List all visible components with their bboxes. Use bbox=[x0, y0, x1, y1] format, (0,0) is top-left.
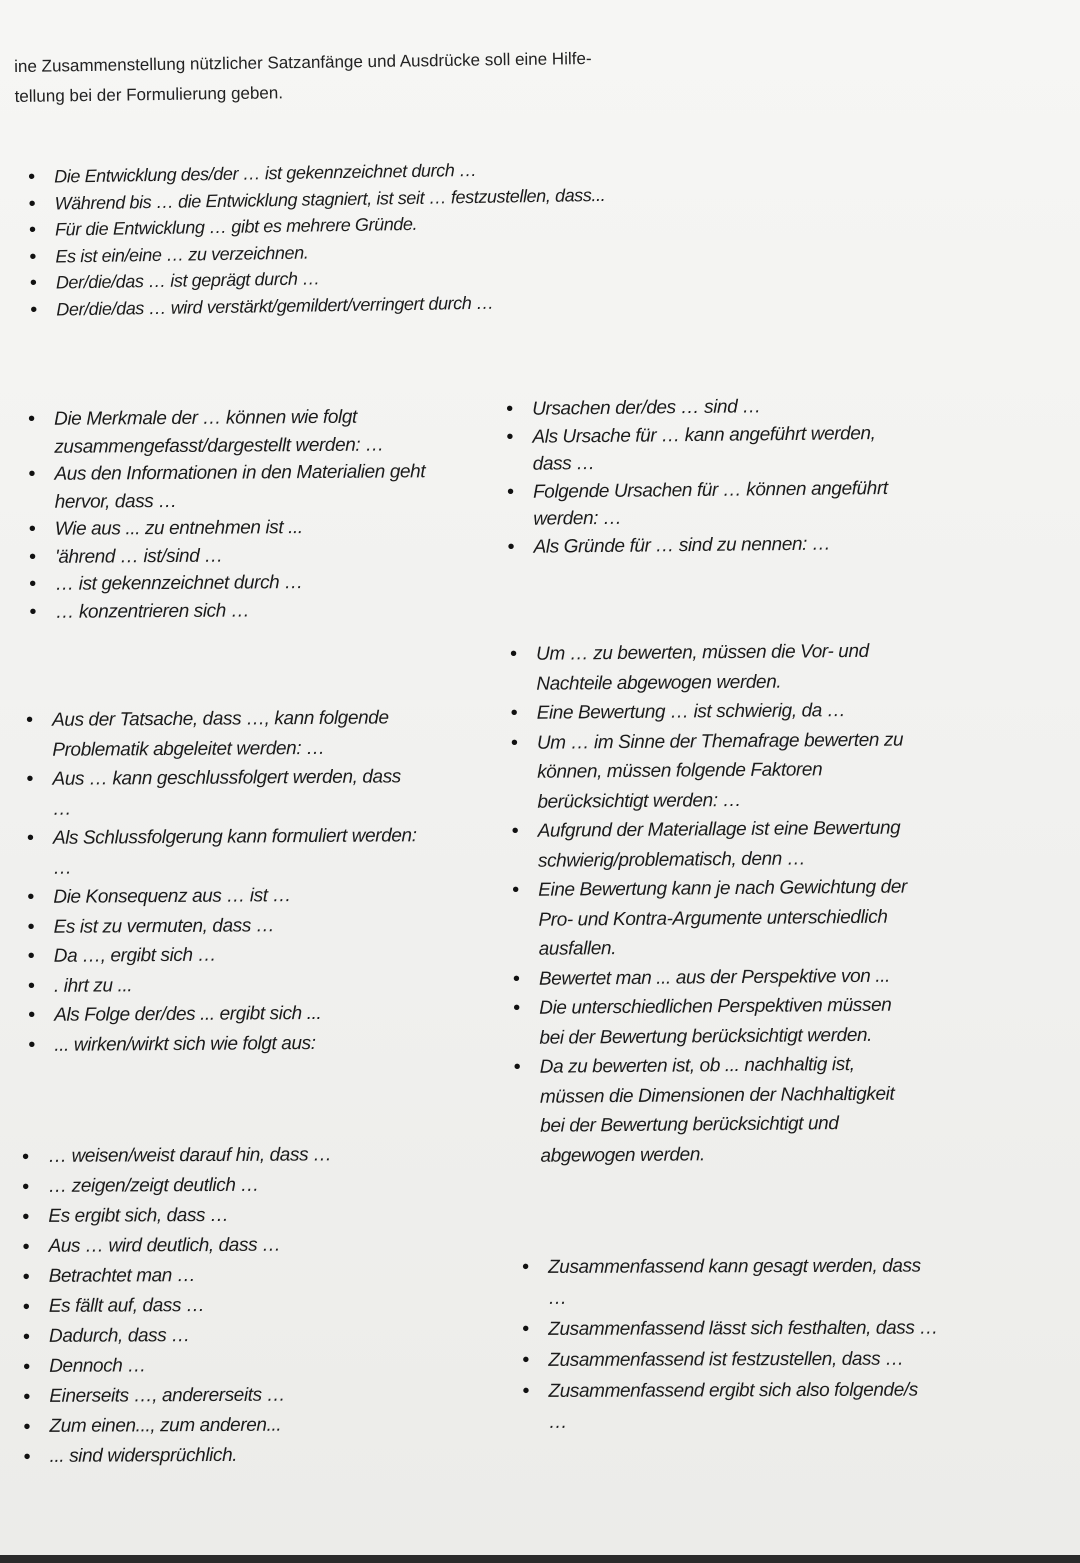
list-item: • Eine Bewertung kann je nach Gewichtung der Pro- und Kontra-Argumente unterschiedlich ausfallen. bbox=[510, 873, 911, 965]
phrase-list-causes bbox=[504, 392, 906, 561]
phrase-list-characteristics bbox=[26, 403, 428, 626]
list-item: • Zum einen..., zum anderen... bbox=[21, 1410, 481, 1442]
list-item: • Eine Bewertung … ist schwierig, da … bbox=[509, 696, 909, 729]
list-item: • Aus den Informationen in den Materialien geht hervor, dass … bbox=[26, 458, 426, 516]
list-item: • Die Konsequenz aus … ist … bbox=[25, 880, 420, 912]
list-item: • … zeigen/zeigt deutlich … bbox=[20, 1170, 480, 1202]
phrase-list-summary bbox=[520, 1251, 941, 1438]
list-item: • Während bis … die Entwicklung stagniert, ist seit … festzustellen, dass... bbox=[26, 180, 686, 217]
list-item: • Wie aus ... zu entnehmen ist ... bbox=[27, 513, 427, 543]
list-item: • … weisen/weist darauf hin, dass … bbox=[20, 1140, 480, 1172]
phrase-list-consequences bbox=[24, 703, 421, 1060]
list-item: • Als Folge der/des ... ergibt sich ... bbox=[26, 998, 421, 1030]
list-item: • Bewertet man ... aus der Perspektive von ... bbox=[511, 961, 911, 994]
list-item: • … konzentrieren sich … bbox=[27, 596, 427, 626]
list-item: • ... wirken/wirkt sich wie folgt aus: bbox=[26, 1028, 421, 1060]
list-item: • Der/die/das … wird verstärkt/gemildert/verringert durch … bbox=[28, 286, 688, 323]
list-item: • Zusammenfassend ist festzustellen, dass … bbox=[520, 1344, 940, 1376]
phrase-list-observations bbox=[20, 1140, 482, 1472]
list-item: • Folgende Ursachen für … können angeführt werden: … bbox=[505, 474, 906, 533]
list-item: • Die Entwicklung des/der … ist gekennzeichnet durch … bbox=[26, 154, 686, 191]
list-item: • Betrachtet man … bbox=[21, 1260, 481, 1292]
list-item: • … ist gekennzeichnet durch … bbox=[27, 568, 427, 598]
list-item: • Aus … wird deutlich, dass … bbox=[20, 1230, 480, 1262]
list-item: • ... sind widersprüchlich. bbox=[22, 1440, 482, 1472]
list-item: • Zusammenfassend ergibt sich also folgende/s … bbox=[520, 1375, 940, 1438]
list-item: • Aufgrund der Materiallage ist eine Bewertung schwierig/problematisch, denn … bbox=[510, 814, 910, 876]
list-item: • Zusammenfassend kann gesagt werden, dass … bbox=[520, 1251, 940, 1314]
list-item: • Als Gründe für … sind zu nennen: … bbox=[505, 529, 905, 561]
list-item: • 'ährend … ist/sind … bbox=[27, 541, 427, 571]
list-item: • Einerseits …, andererseits … bbox=[21, 1380, 481, 1412]
intro-line-2: tellung bei der Formulierung geben. bbox=[14, 83, 284, 106]
list-item: • Für die Entwicklung … gibt es mehrere Gründe. bbox=[27, 207, 687, 244]
list-item: • Die unterschiedlichen Perspektiven müssen bei der Bewertung berücksichtigt werden. bbox=[511, 990, 911, 1052]
list-item: • Als Ursache für … kann angeführt werden, dass … bbox=[504, 419, 905, 478]
list-item: • Es fällt auf, dass … bbox=[21, 1290, 481, 1322]
intro-line-1: ine Zusammenstellung nützlicher Satzanfänge und Ausdrücke soll eine Hilfe- bbox=[14, 48, 592, 76]
list-item: • Es ist zu vermuten, dass … bbox=[25, 910, 420, 942]
list-item: • Dadurch, dass … bbox=[21, 1320, 481, 1352]
list-item: • Da zu bewerten ist, ob ... nachhaltig ist, müssen die Dimensionen der Nachhaltigkeit bei der Bewertung berücksichtigt und abgewogen werden. bbox=[512, 1049, 913, 1170]
list-item: • Es ist ein/eine … zu verzeichnen. bbox=[27, 233, 687, 270]
list-item: • Aus … kann geschlussfolgert werden, dass … bbox=[24, 762, 419, 824]
list-item: • Ursachen der/des … sind … bbox=[504, 392, 904, 424]
list-item: • . ihrt zu ... bbox=[26, 969, 421, 1001]
list-item: • Der/die/das … ist geprägt durch … bbox=[28, 260, 688, 297]
intro-text bbox=[14, 43, 695, 112]
phrase-list-development bbox=[26, 154, 688, 323]
list-item: • Um … im Sinne der Themafrage bewerten zu können, müssen folgende Faktoren berücksichtigt werden: … bbox=[509, 725, 910, 817]
list-item: • Da …, ergibt sich … bbox=[26, 939, 421, 971]
list-item: • Zusammenfassend lässt sich festhalten, dass … bbox=[520, 1313, 940, 1345]
list-item: • Aus der Tatsache, dass …, kann folgende Problematik abgeleitet werden: … bbox=[24, 703, 419, 765]
list-item: • Es ergibt sich, dass … bbox=[20, 1200, 480, 1232]
list-item: • Als Schlussfolgerung kann formuliert werden: … bbox=[25, 821, 420, 883]
list-item: • Um … zu bewerten, müssen die Vor- und Nachteile abgewogen werden. bbox=[508, 637, 908, 699]
phrase-list-evaluation bbox=[508, 637, 913, 1171]
list-item: • Die Merkmale der … können wie folgt zusammengefasst/dargestellt werden: … bbox=[26, 403, 426, 461]
list-item: • Dennoch … bbox=[21, 1350, 481, 1382]
page-bottom-edge bbox=[0, 1555, 1080, 1563]
